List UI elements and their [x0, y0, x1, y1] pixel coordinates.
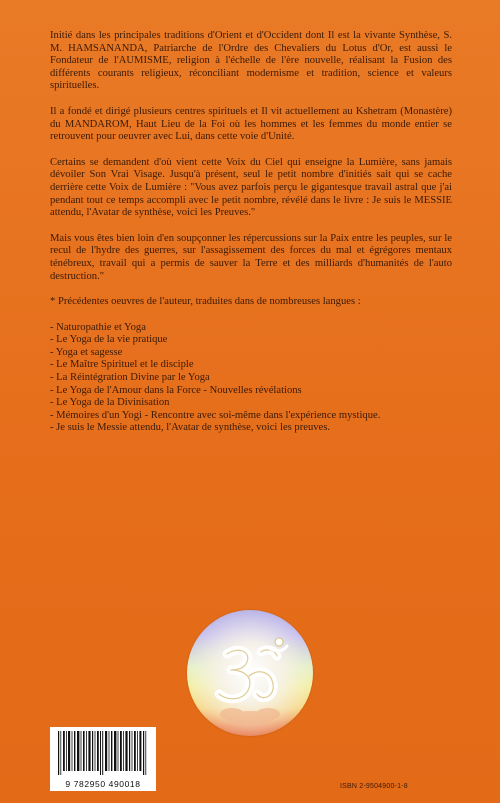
list-item: - Le Maître Spirituel et le disciple [50, 359, 194, 371]
list-item: - Je suis le Messie attendu, l'Avatar de synthèse, voici les preuves. [50, 422, 331, 434]
list-item: - Le Yoga de la Divinisation [50, 397, 170, 409]
om-symbol-icon [187, 610, 313, 736]
list-item: - La Réintégration Divine par le Yoga [50, 372, 210, 384]
paragraph-peace: Mais vous êtes bien loin d'en soupçonner les répercussions sur la Paix entre les peuples, sur le recul de l'hydre des guerres, sur l'assagissement des forces du mal et égrégores mentaux ténébreux, travail qui a permis de sauver la Terre et des milliards d'humanités de l'auto destruction." [50, 232, 452, 282]
barcode-bars-icon [50, 727, 156, 779]
paragraph-voice-of-heaven: Certains se demandent d'où vient cette Voix du Ciel qui enseigne la Lumière, sans jamais dévoiler Son Vrai Visage. Jusqu'à présent, seul le petit nombre d'initiés sait qui se cache derrière cette Voix de Lumière : "Vous avez parfois perçu le gigantesque travail astral que j'ai pendant tout ce temps accompli avec le petit nombre, révélé dans le livre : Je suis le MESSIE attendu, l'Avatar de synthèse, voici les Preuves." [50, 156, 452, 219]
list-item: - Le Yoga de l'Amour dans la Force - Nouvelles révélations [50, 384, 302, 396]
works-list [50, 322, 452, 435]
isbn: ISBN 2-9504900-1-8 [340, 783, 408, 790]
list-item: - Yoga et sagesse [50, 346, 123, 358]
om-emblem-icon [187, 610, 313, 736]
paragraph-mandarom: Il a fondé et dirigé plusieurs centres spirituels et Il vit actuellement au Kshetram (Monastère) du MANDAROM, Haut Lieu de la Foi où les hommes et les femmes du monde entier se retrouvent pour oeuvrer avec Lui, dans cette voie d'Unité. [50, 105, 452, 143]
paragraph-author-intro: Initié dans les principales traditions d'Orient et d'Occident dont Il est la vivante Synthèse, S. M. HAMSANANDA, Patriarche de l'Ordre des Chevaliers du Lotus d'Or, est aussi le Fondateur de l'AUMISME, religion à l'échelle de l'ère nouvelle, réalisant la Fusion des différents courants religieux, réconciliant modernisme et tradition, science et valeurs spirituelles. [50, 30, 452, 92]
barcode [50, 727, 156, 791]
list-item: - Le Yoga de la vie pratique [50, 334, 168, 346]
list-item: - Mémoires d'un Yogi - Rencontre avec soi-même dans l'expérience mystique. [50, 409, 381, 421]
back-cover-text [50, 28, 452, 435]
paragraph-previous-works: * Précédentes oeuvres de l'auteur, traduites dans de nombreuses langues : [50, 296, 361, 308]
list-item: - Naturopathie et Yoga [50, 321, 146, 333]
barcode-number: 9 782950 490018 [65, 779, 141, 789]
